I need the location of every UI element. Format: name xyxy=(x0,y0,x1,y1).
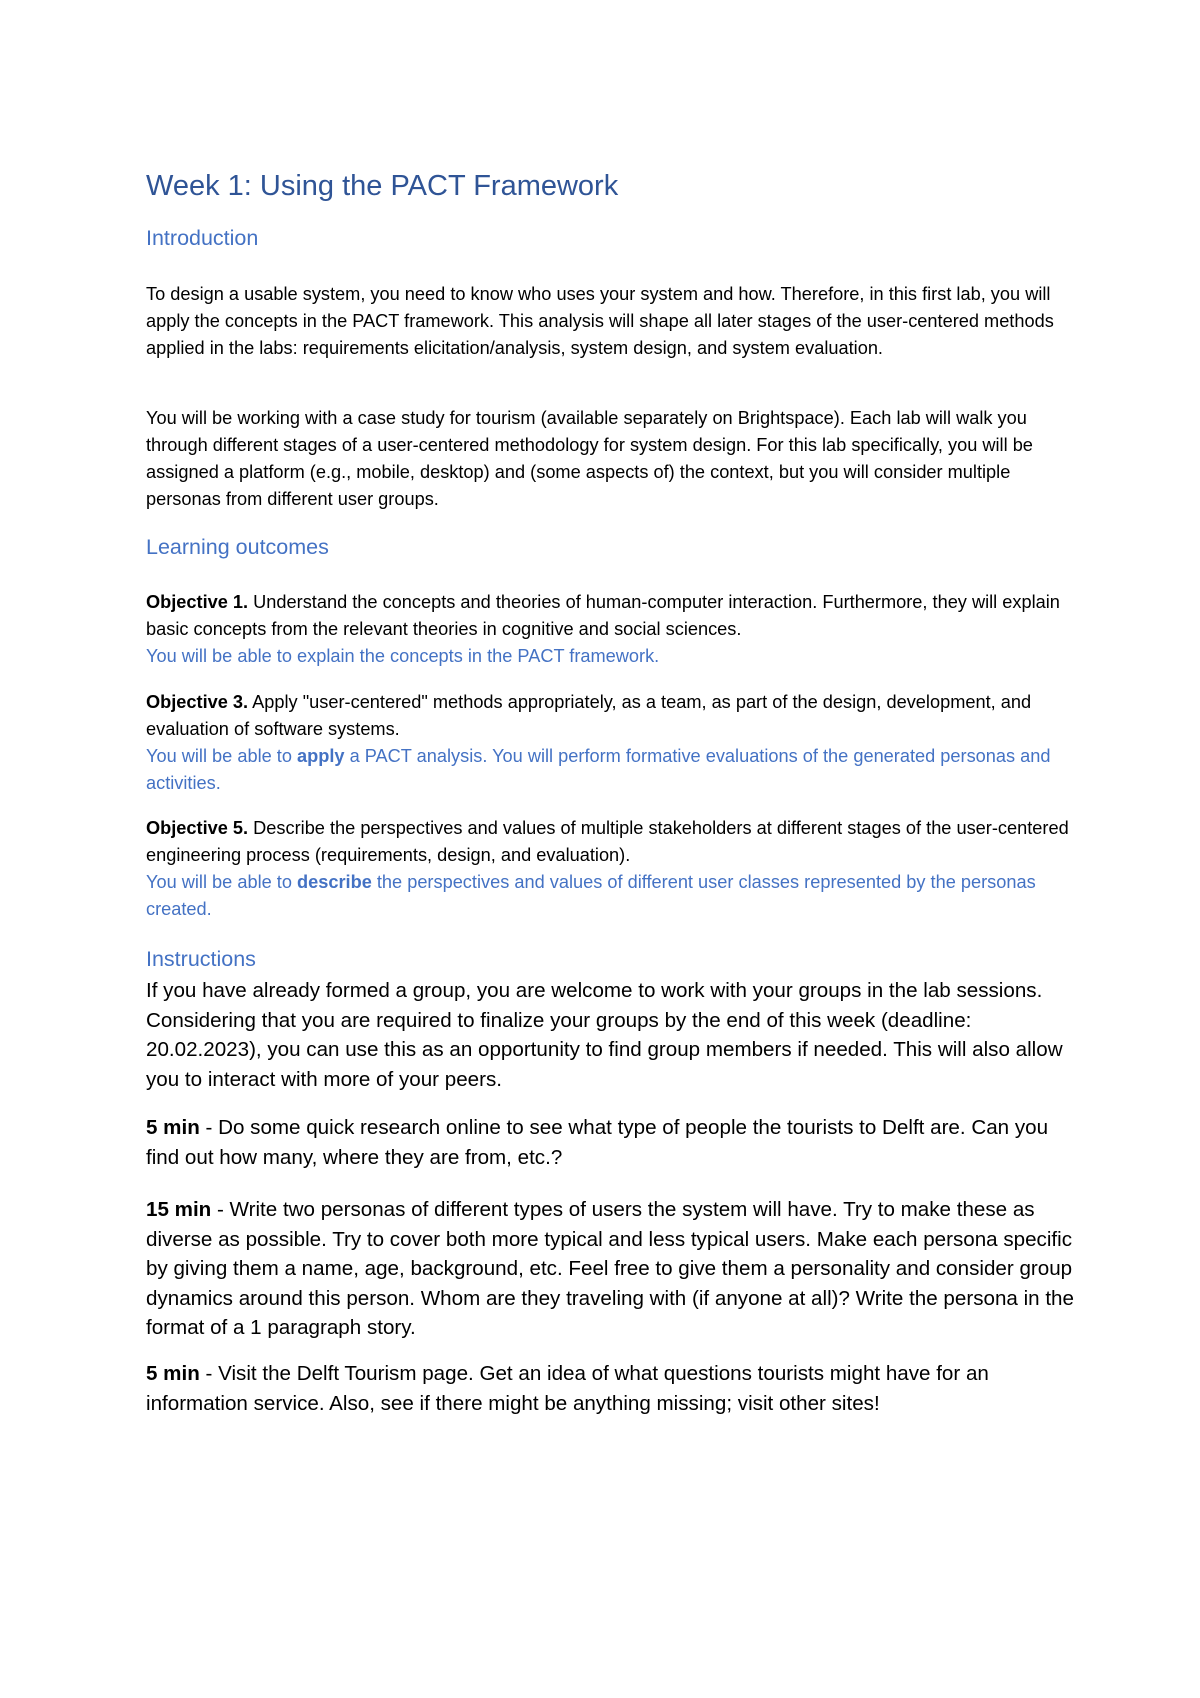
introduction-heading: Introduction xyxy=(146,226,259,250)
objective-1-text: Understand the concepts and theories of human-computer interaction. Furthermore, they will explain basic concepts from the relevant theories in cognitive and social sciences. xyxy=(146,592,1060,639)
objective-5-outcome-post: the perspectives and values of different user classes represented by the personas created. xyxy=(146,872,1036,919)
learning-outcomes-heading: Learning outcomes xyxy=(146,535,329,559)
instruction-step-2-time: 15 min xyxy=(146,1198,212,1221)
instruction-step-1 xyxy=(146,1113,1076,1172)
objective-3-outcome-post: a PACT analysis. You will perform formative evaluations of the generated personas and activities. xyxy=(146,746,1051,793)
instruction-step-3 xyxy=(146,1359,1076,1418)
objective-5-text: Describe the perspectives and values of multiple stakeholders at different stages of the user-centered engineering process (requirements, design, and evaluation). xyxy=(146,818,1069,865)
introduction-paragraph-2: You will be working with a case study for tourism (available separately on Brightspace). Each lab will walk you through different stages of a user-centered methodology for system design. For this lab specifically, you will be assigned a platform (e.g., mobile, desktop) and (some aspects of) the context, but you will consider multiple personas from different user groups. xyxy=(146,408,1033,509)
document-title: Week 1: Using the PACT Framework xyxy=(146,170,619,202)
objective-5-outcome xyxy=(146,872,1036,919)
introduction-paragraph-1: To design a usable system, you need to know who uses your system and how. Therefore, in this first lab, you will apply the concepts in the PACT framework. This analysis will shape all later stages of the user-centered methods applied in the labs: requirements elicitation/analysis, system design, and system evaluation. xyxy=(146,284,1054,358)
objective-3-outcome xyxy=(146,746,1051,793)
objective-3-label: Objective 3. xyxy=(146,692,249,712)
instructions-intro: If you have already formed a group, you are welcome to work with your groups in the lab sessions. Considering that you are required to finalize your groups by the end of this week (deadline: 20.02.2023), you can use this as an opportunity to find group members if needed. This will also allow you to interact with more of your peers. xyxy=(146,979,1063,1091)
instruction-step-1-time: 5 min xyxy=(146,1116,200,1139)
objective-5-label: Objective 5. xyxy=(146,818,249,838)
objective-1-outcome: You will be able to explain the concepts in the PACT framework. xyxy=(146,646,660,666)
instruction-step-2-text: - Write two personas of different types of users the system will have. Try to make these as diverse as possible. Try to cover both more typical and less typical users. Make each persona specific by giving them a name, age, background, etc. Feel free to give them a personality and consider group dynamics around this person. Whom are they traveling with (if anyone at all)? Write the persona in the format of a 1 paragraph story. xyxy=(146,1198,1074,1339)
instruction-step-1-text: - Do some quick research online to see what type of people the tourists to Delft are. Can you find out how many, where they are from, etc.? xyxy=(146,1116,1049,1169)
objective-5 xyxy=(146,815,1076,923)
objective-3 xyxy=(146,689,1076,797)
instruction-step-3-text: - Visit the Delft Tourism page. Get an idea of what questions tourists might have for an information service. Also, see if there might be anything missing; visit other sites! xyxy=(146,1362,989,1415)
objective-5-outcome-pre: You will be able to xyxy=(146,872,297,892)
objective-3-outcome-pre: You will be able to xyxy=(146,746,297,766)
objective-1 xyxy=(146,589,1076,670)
objective-3-outcome-bold: apply xyxy=(297,746,345,766)
objective-3-text: Apply "user-centered" methods appropriately, as a team, as part of the design, development, and evaluation of software systems. xyxy=(146,692,1032,739)
instructions-heading: Instructions xyxy=(146,947,256,971)
objective-5-outcome-bold: describe xyxy=(297,872,372,892)
instruction-step-3-time: 5 min xyxy=(146,1362,200,1385)
instruction-step-2 xyxy=(146,1195,1076,1343)
objective-1-label: Objective 1. xyxy=(146,592,249,612)
